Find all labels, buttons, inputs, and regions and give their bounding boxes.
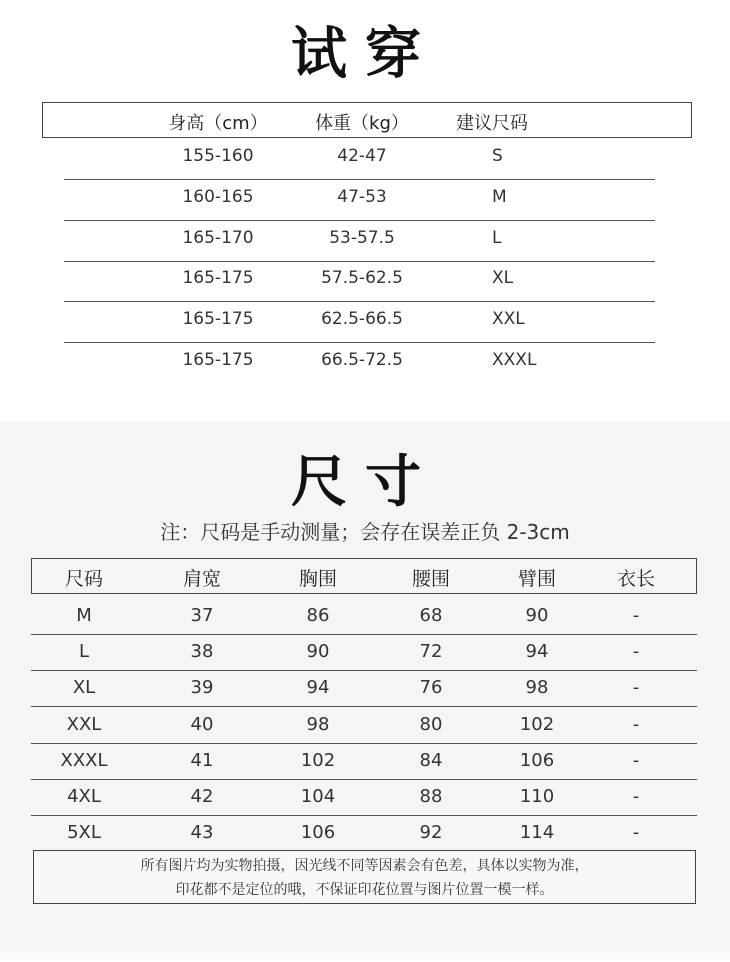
fit-table-cell: 62.5-66.5 <box>321 309 403 330</box>
fit-row-divider <box>64 301 655 302</box>
size-table-cell: 90 <box>306 641 330 663</box>
fit-table-cell: S <box>492 146 503 166</box>
size-row-divider <box>31 670 697 671</box>
size-row-divider <box>31 634 697 635</box>
size-row-divider <box>31 815 697 816</box>
size-table-cell: XL <box>72 677 96 699</box>
fit-table-cell: 47-53 <box>337 186 387 207</box>
fit-table-cell: 42-47 <box>337 146 387 166</box>
footer-shadow <box>0 942 730 962</box>
size-table-cell: 90 <box>525 605 549 626</box>
size-table-cell: - <box>632 713 640 735</box>
fit-table-cell: 165-175 <box>182 350 254 370</box>
size-table-cell: 114 <box>519 822 555 844</box>
fit-table-cell: 66.5-72.5 <box>321 350 403 370</box>
fit-title: 试穿 <box>291 21 439 87</box>
fit-header-cell: 体重（kg） <box>315 113 409 134</box>
fit-table-cell: 165-175 <box>182 268 254 289</box>
fit-table-cell: 160-165 <box>182 186 254 207</box>
size-table-cell: 4XL <box>67 786 101 807</box>
size-table-cell: - <box>632 749 640 771</box>
size-header-cell: 衣长 <box>616 568 655 590</box>
fit-row-divider <box>64 220 655 221</box>
size-table-cell: XXXL <box>60 749 108 771</box>
size-table-cell: 68 <box>419 605 443 626</box>
size-table-cell: 38 <box>190 641 214 663</box>
size-table-cell: 41 <box>190 749 214 771</box>
size-table-cell: 104 <box>300 786 336 807</box>
fit-header-cell: 建议尺码 <box>456 113 528 134</box>
size-table-cell: 110 <box>519 786 555 807</box>
size-table-cell: 37 <box>190 605 214 626</box>
size-row-divider <box>31 779 697 780</box>
size-table-cell: 88 <box>419 786 443 807</box>
size-row-divider <box>31 743 697 744</box>
size-table-cell: 84 <box>419 749 443 771</box>
fit-table-cell: XL <box>492 268 514 289</box>
size-table-cell: 5XL <box>67 822 101 844</box>
size-table-cell: 94 <box>525 641 549 663</box>
size-table-cell: L <box>78 641 90 663</box>
size-table-cell: 98 <box>525 677 549 699</box>
fit-row-divider <box>64 261 655 262</box>
size-title: 尺寸 <box>291 449 439 515</box>
measurement-note: 注：尺码是手动测量；会存在误差正负 2-3cm <box>160 520 570 544</box>
size-row-divider <box>31 706 697 707</box>
fit-table-cell: XXXL <box>492 350 537 370</box>
fit-table-cell: 155-160 <box>182 146 254 166</box>
size-table-cell: 92 <box>419 822 443 844</box>
size-table-cell: 39 <box>190 677 214 699</box>
size-table-cell: 86 <box>306 605 330 626</box>
size-table-cell: 42 <box>190 786 214 807</box>
size-table-cell: M <box>76 605 92 626</box>
fit-table-cell: 57.5-62.5 <box>321 268 403 289</box>
size-table-cell: 72 <box>419 641 443 663</box>
fit-table-cell: 165-175 <box>182 309 254 330</box>
size-table-cell: 102 <box>519 713 555 735</box>
size-header-cell: 臂围 <box>517 568 556 590</box>
size-table-cell: 98 <box>306 713 330 735</box>
fit-table-cell: 53-57.5 <box>329 227 395 248</box>
fit-table-cell: M <box>492 186 507 207</box>
size-table-cell: 80 <box>419 713 443 735</box>
disclaimer-box <box>33 850 696 904</box>
disclaimer-line-1: 所有图片均为实物拍摄，因光线不同等因素会有色差，具体以实物为准， <box>140 858 589 874</box>
size-table-cell: - <box>632 677 640 699</box>
size-header-cell: 尺码 <box>64 568 103 590</box>
size-table-cell: - <box>632 641 640 663</box>
size-table-cell: 43 <box>190 822 214 844</box>
size-table-cell: 106 <box>519 749 555 771</box>
size-table-cell: - <box>632 605 640 626</box>
size-table-cell: XXL <box>66 713 102 735</box>
fit-table-cell: XXL <box>492 309 525 330</box>
size-table-cell: 102 <box>300 749 336 771</box>
fit-row-divider <box>64 342 655 343</box>
fit-header-cell: 身高（cm） <box>168 113 268 134</box>
size-header-cell: 肩宽 <box>182 568 221 590</box>
size-table-cell: 94 <box>306 677 330 699</box>
disclaimer-line-2: 印花都不是定位的哦，不保证印花位置与图片位置一模一样。 <box>175 882 554 898</box>
fit-row-divider <box>64 179 655 180</box>
fit-table-cell: L <box>492 227 502 248</box>
size-table-cell: - <box>632 786 640 807</box>
size-table-cell: 76 <box>419 677 443 699</box>
size-header-cell: 腰围 <box>411 568 450 590</box>
size-table-cell: 106 <box>300 822 336 844</box>
size-header-cell: 胸围 <box>298 568 337 590</box>
fit-table-cell: 165-170 <box>182 227 254 248</box>
size-table-cell: 40 <box>190 713 214 735</box>
size-table-cell: - <box>632 822 640 844</box>
